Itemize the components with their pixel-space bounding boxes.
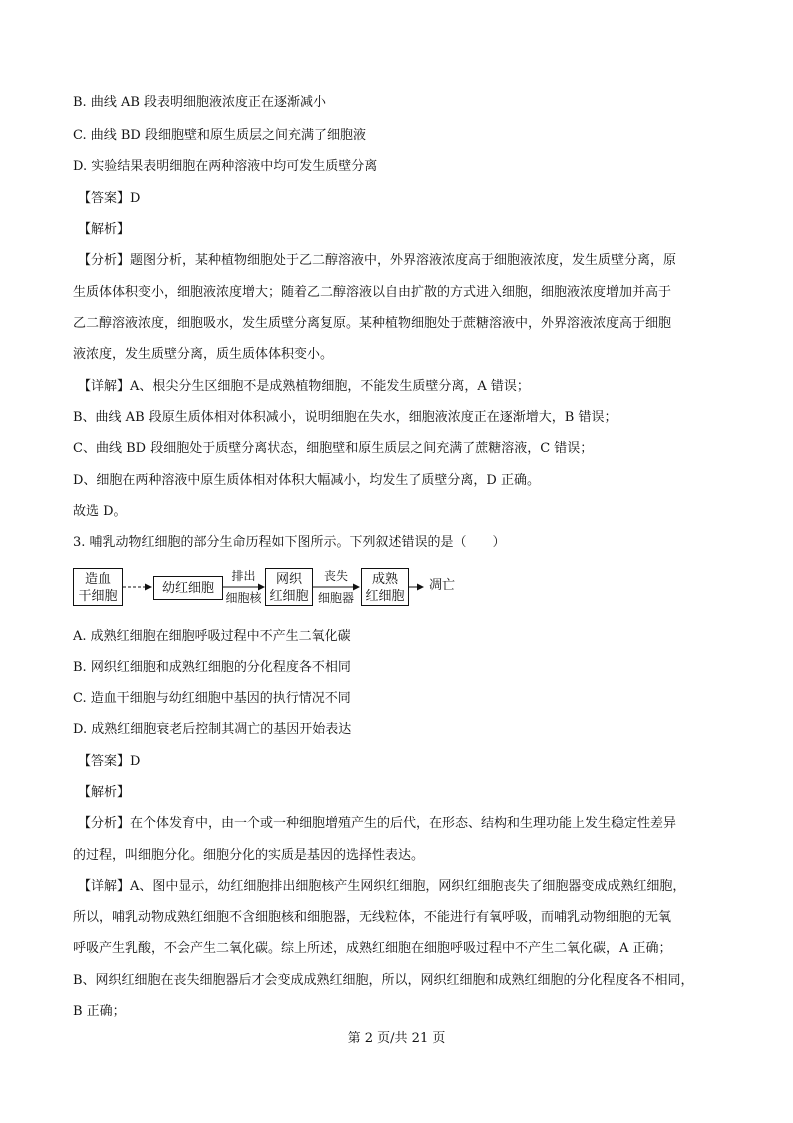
option-d-q2: D. 实验结果表明细胞在两种溶液中均可发生质壁分离: [73, 159, 378, 174]
question-3-stem: 3. 哺乳动物红细胞的部分生命历程如下图所示。下列叙述错误的是（ ）: [73, 535, 506, 550]
option-a-q3: A. 成熟红细胞在细胞呼吸过程中不产生二氧化碳: [73, 629, 351, 644]
analysis-q3-line2: 的过程，叫细胞分化。细胞分化的实质是基因的选择性表达。: [73, 848, 425, 863]
box4-line2: 红细胞: [365, 589, 405, 604]
detail-q3-a-line1: 【详解】A、图中显示，幼红细胞排出细胞核产生网织红细胞，网织红细胞丧失了细胞器变成成熟红细胞，: [78, 879, 686, 894]
conclusion-q2: 故选 D。: [73, 504, 127, 519]
reticulocyte-box: [265, 568, 313, 606]
analysis-heading-q2: 【解析】: [78, 222, 131, 237]
detail-q2-a: 【详解】A、根尖分生区细胞不是成熟植物细胞，不能发生质壁分离，A 错误；: [78, 379, 530, 394]
erythroblast-box: [153, 576, 223, 600]
answer-q2: 【答案】D: [78, 191, 141, 206]
box3-line2: 红细胞: [269, 589, 309, 604]
option-b-q2: B. 曲线 AB 段表明细胞液浓度正在逐渐减小: [73, 95, 327, 110]
analysis-heading-q3: 【解析】: [78, 785, 131, 800]
option-c-q2: C. 曲线 BD 段细胞壁和原生质层之间充满了细胞液: [73, 128, 366, 143]
detail-q3-b-line2: B 正确；: [73, 1004, 126, 1019]
detail-q2-d: D、细胞在两种溶液中原生质体相对体积大幅减小，均发生了质壁分离，D 正确。: [73, 473, 540, 488]
arrow2-top-label: 排出: [231, 569, 256, 583]
detail-q3-a-line3: 呼吸产生乳酸，不会产生二氧化碳。综上所述，成熟红细胞在细胞呼吸过程中不产生二氧化碳，A 正确；: [73, 941, 672, 956]
page-footer: 第 2 页/共 21 页: [347, 1031, 446, 1046]
option-b-q3: B. 网织红细胞和成熟红细胞的分化程度各不相同: [73, 660, 351, 675]
analysis-q2-line2: 生质体体积变小，细胞液浓度增大；随着乙二醇溶液以自由扩散的方式进入细胞，细胞液浓度增加并高于: [73, 285, 672, 300]
detail-q3-b-line1: B、网织红细胞在丧失细胞器后才会变成成熟红细胞，所以，网织红细胞和成熟红细胞的分化程度各不相同，: [73, 973, 694, 988]
box4-line1: 成熟: [371, 572, 398, 587]
box2-label: 幼红细胞: [161, 581, 214, 596]
box3-line1: 网织: [275, 572, 302, 587]
box1-line2: 干细胞: [78, 589, 118, 604]
red-cell-lifecycle-diagram: [73, 565, 473, 609]
analysis-q2-line1: 【分析】题图分析，某种植物细胞处于乙二醇溶液中，外界溶液浓度高于细胞液浓度，发生质壁分离，原: [78, 253, 677, 268]
arrow3-bottom-label: 细胞器: [317, 591, 354, 605]
arrow3-top-label: 丧失: [323, 569, 348, 583]
detail-q2-c: C、曲线 BD 段细胞处于质壁分离状态，细胞壁和原生质层之间充满了蔗糖溶液，C 错误；: [73, 441, 594, 456]
detail-q2-b: B、曲线 AB 段原生质体相对体积减小，说明细胞在失水，细胞液浓度正在逐渐增大，B 错误；: [73, 410, 618, 425]
hematopoietic-stem-cell-box: [73, 568, 123, 606]
arrow2-bottom-label: 细胞核: [225, 591, 262, 605]
mature-red-cell-box: [361, 568, 409, 606]
detail-q3-a-line2: 所以，哺乳动物成熟红细胞不含细胞核和细胞器，无线粒体，不能进行有氧呼吸，而哺乳动物细胞的无氧: [73, 910, 672, 925]
answer-q3: 【答案】D: [78, 754, 141, 769]
option-d-q3: D. 成熟红细胞衰老后控制其凋亡的基因开始表达: [73, 722, 352, 737]
option-c-q3: C. 造血干细胞与幼红细胞中基因的执行情况不同: [73, 691, 351, 706]
analysis-q3-line1: 【分析】在个体发育中，由一个或一种细胞增殖产生的后代，在形态、结构和生理功能上发生稳定性差异: [78, 816, 677, 831]
analysis-q2-line4: 液浓度，发生质壁分离，质生质体体积变小。: [73, 347, 334, 362]
apoptosis-label: 凋亡: [428, 578, 455, 593]
box1-line1: 造血: [84, 572, 111, 587]
analysis-q2-line3: 乙二醇溶液浓度，细胞吸水，发生质壁分离复原。某种植物细胞处于蔗糖溶液中，外界溶液浓度高于细胞: [73, 316, 672, 331]
